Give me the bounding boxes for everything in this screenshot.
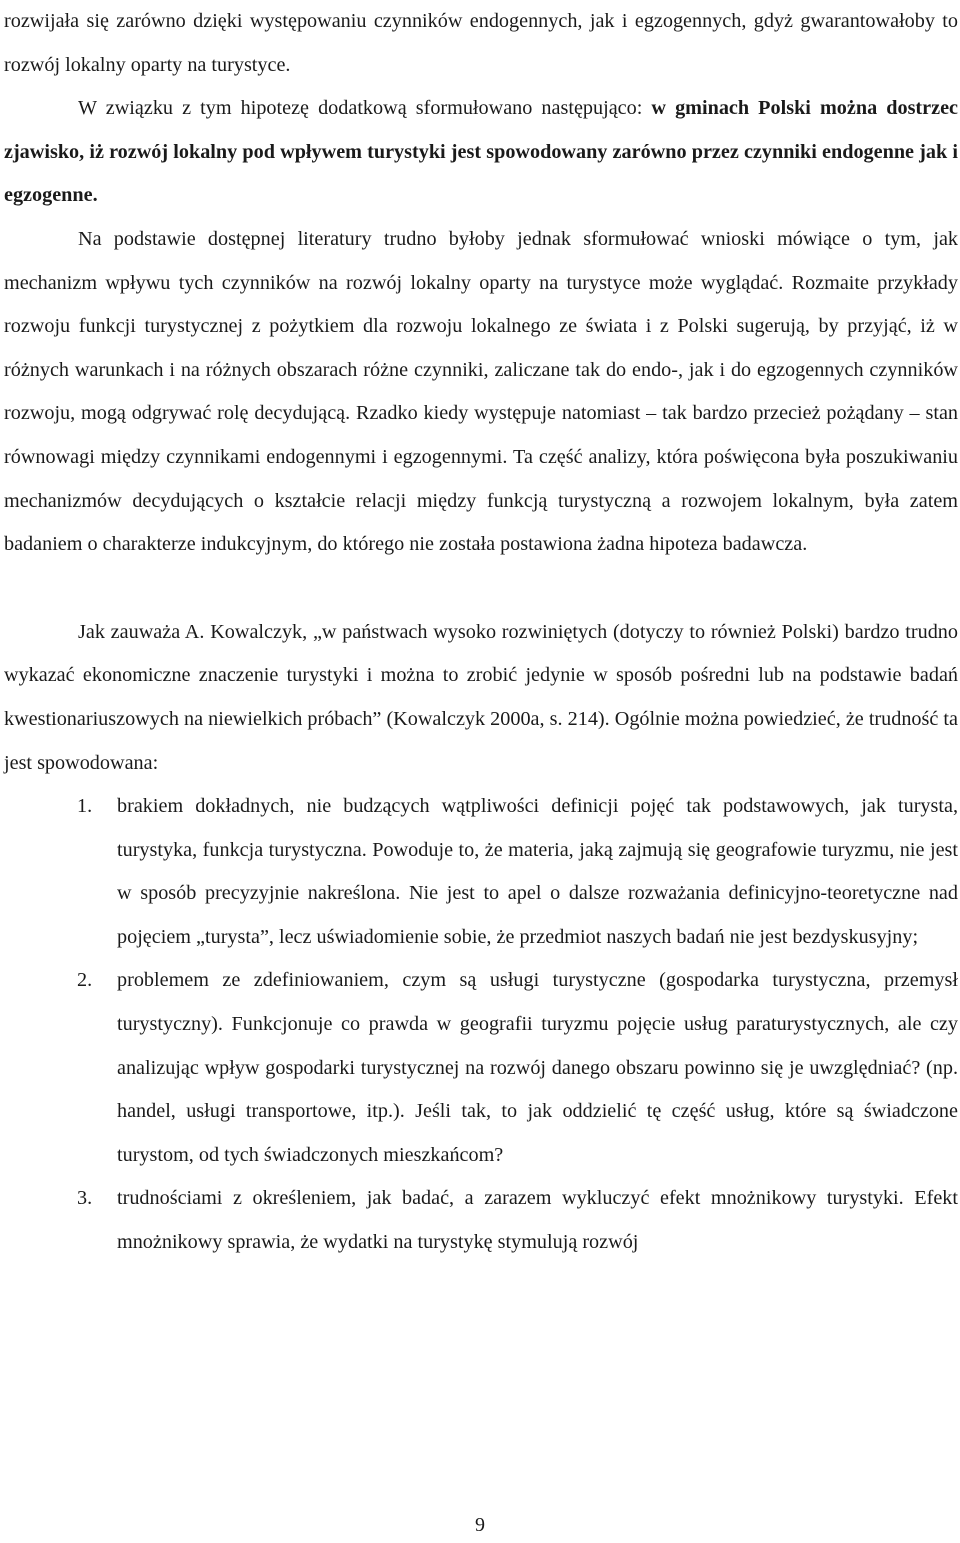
list-item xyxy=(77,785,958,959)
paragraph-text: Jak zauważa A. Kowalczyk, „w państwach wysoko rozwiniętych (dotyczy to również Polski) bardzo trudno wykazać ekonomiczne znaczenie turystyki i można to zrobić jedynie w sposób pośredni lub na podstawie badań kwestionariuszowych na niewielkich próbach” (Kowalczyk 2000a, s. 214). Ogólnie można powiedzieć, że trudność ta jest spowodowana: xyxy=(4,620,958,774)
list-item-text: trudnościami z określeniem, jak badać, a zarazem wykluczyć efekt mnożnikowy turystyki. Efekt mnożnikowy sprawia, że wydatki na turystykę stymulują rozwój xyxy=(117,1187,958,1254)
list-item-text: brakiem dokładnych, nie budzących wątpliwości definicji pojęć tak podstawowych, jak turysta, turystyka, funkcja turystyczna. Powoduje to, że materia, jaką zajmują się geografowie turyzmu, nie jest w sposób precyzyjnie nakreślona. Nie jest to apel o dalsze rozważania definicyjno-teoretyczne nad pojęciem „turysta”, lecz uświadomienie sobie, że przedmiot naszych badań nie jest bezdyskusyjny; xyxy=(117,795,958,948)
paragraph-hypothesis xyxy=(4,87,958,218)
list-item-number: 1. xyxy=(77,795,93,818)
paragraph-continuation xyxy=(4,0,958,87)
list-item-number: 2. xyxy=(77,969,93,992)
paragraph-text: rozwijała się zarówno dzięki występowaniu czynników endogennych, jak i egzogennych, gdyż gwarantowałoby to rozwój lokalny oparty na turystyce. xyxy=(4,10,958,76)
list-item xyxy=(77,1177,958,1264)
paragraph-literature xyxy=(4,218,958,567)
paragraph-text: Na podstawie dostępnej literatury trudno byłoby jednak sformułować wnioski mówiące o tym, jak mechanizm wpływu tych czynników na rozwój lokalny oparty na turystyce może wyglądać. Rozmaite przykłady rozwoju funkcji turystycznej z pożytkiem dla rozwoju lokalnego ze świata i z Polski sugerują, by przyjąć, iż w różnych warunkach i na różnych obszarach różne czynniki, zaliczane tak do endo-, jak i do egzogennych czynników rozwoju, mogą odgrywać rolę decydującą. Rzadko kiedy występuje natomiast – tak bardzo przecież pożądany – stan równowagi między czynnikami endogennymi i egzogennymi. Ta część analizy, która poświęcona była poszukiwaniu mechanizmów decydujących o kształcie relacji między funkcją turystyczną a rozwojem lokalnym, była zatem badaniem o charakterze indukcyjnym, do którego nie została postawiona żadna hipoteza badawcza. xyxy=(4,227,958,556)
list-item xyxy=(77,959,958,1177)
hypothesis-statement: w gminach Polski można dostrzec zjawisko, iż rozwój lokalny pod wpływem turystyki jest spowodowany zarówno przez czynniki endogenne jak i egzogenne. xyxy=(4,97,958,207)
page-number: 9 xyxy=(475,1514,485,1536)
list-item-number: 3. xyxy=(77,1187,93,1210)
paragraph-quote xyxy=(4,611,958,785)
hypothesis-lead-text: W związku z tym hipotezę dodatkową sformułowano następująco: xyxy=(78,97,652,120)
paragraph-gap xyxy=(4,567,958,611)
document-page xyxy=(4,0,958,1265)
numbered-list xyxy=(4,785,958,1265)
list-item-text: problemem ze zdefiniowaniem, czym są usługi turystyczne (gospodarka turystyczna, przemysł turystyczny). Funkcjonuje co prawda w geografii turyzmu pojęcie usług paraturystycznych, ale czy analizując wpływ gospodarki turystycznej na rozwój danego obszaru powinno się je uwzględniać? (np. handel, usługi transportowe, itp.). Jeśli tak, to jak oddzielić tę część usług, które są świadczone turystom, od tych świadczonych mieszkańcom? xyxy=(117,969,958,1166)
